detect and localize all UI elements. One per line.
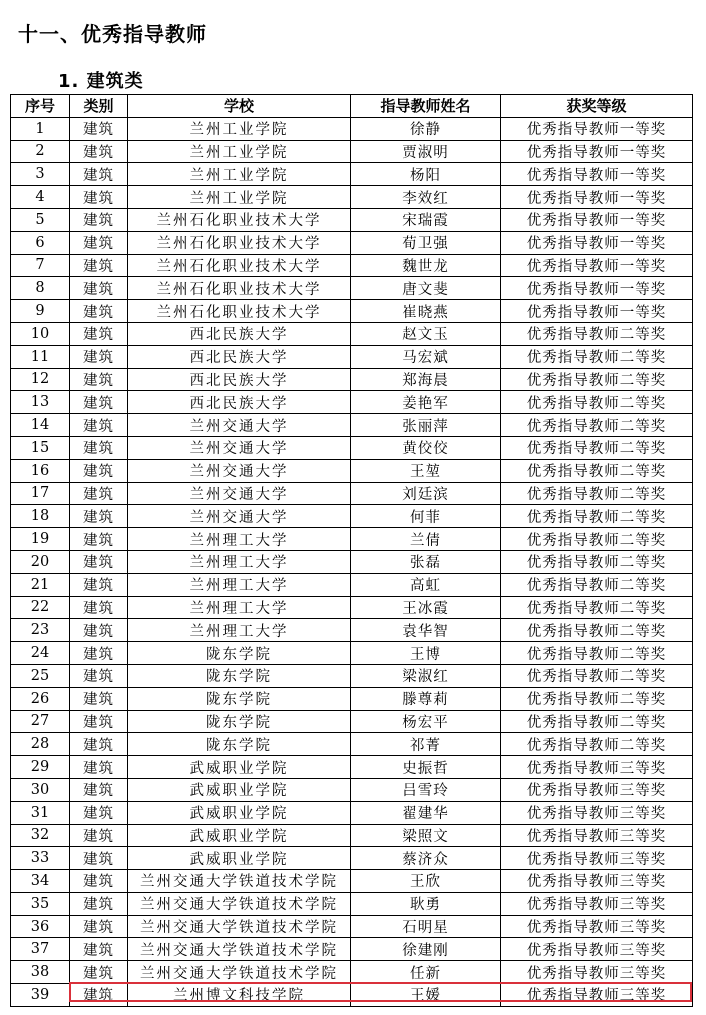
table-row	[11, 414, 693, 437]
cell-award: 优秀指导教师一等奖	[501, 140, 693, 163]
cell-school: 兰州理工大学	[128, 528, 351, 551]
table-row	[11, 482, 693, 505]
cell-school: 兰州理工大学	[128, 596, 351, 619]
cell-award: 优秀指导教师二等奖	[501, 505, 693, 528]
cell-award: 优秀指导教师三等奖	[501, 915, 693, 938]
cell-category: 建筑	[70, 801, 128, 824]
cell-school: 陇东学院	[128, 664, 351, 687]
section-title: 1. 建筑类	[58, 71, 144, 92]
cell-no: 13	[11, 391, 70, 414]
cell-no: 39	[11, 984, 70, 1007]
table-row	[11, 596, 693, 619]
cell-category: 建筑	[70, 664, 128, 687]
cell-award: 优秀指导教师二等奖	[501, 391, 693, 414]
cell-teacher: 耿勇	[351, 892, 501, 915]
cell-award: 优秀指导教师二等奖	[501, 528, 693, 551]
table-row	[11, 140, 693, 163]
cell-teacher: 蔡济众	[351, 847, 501, 870]
cell-school: 兰州交通大学	[128, 459, 351, 482]
cell-award: 优秀指导教师一等奖	[501, 231, 693, 254]
table-row	[11, 505, 693, 528]
cell-award: 优秀指导教师二等奖	[501, 459, 693, 482]
cell-school: 兰州理工大学	[128, 573, 351, 596]
cell-teacher: 张磊	[351, 550, 501, 573]
cell-no: 29	[11, 756, 70, 779]
table-row	[11, 391, 693, 414]
table-row	[11, 778, 693, 801]
cell-no: 27	[11, 710, 70, 733]
cell-category: 建筑	[70, 163, 128, 186]
cell-award: 优秀指导教师一等奖	[501, 163, 693, 186]
cell-teacher: 赵文玉	[351, 322, 501, 345]
cell-school: 兰州石化职业技术大学	[128, 277, 351, 300]
cell-category: 建筑	[70, 436, 128, 459]
cell-award: 优秀指导教师二等奖	[501, 550, 693, 573]
cell-category: 建筑	[70, 642, 128, 665]
table-row	[11, 801, 693, 824]
cell-award: 优秀指导教师一等奖	[501, 277, 693, 300]
cell-school: 陇东学院	[128, 710, 351, 733]
cell-school: 兰州石化职业技术大学	[128, 208, 351, 231]
cell-teacher: 滕尊莉	[351, 687, 501, 710]
cell-award: 优秀指导教师二等奖	[501, 573, 693, 596]
cell-no: 38	[11, 961, 70, 984]
table-row	[11, 254, 693, 277]
cell-school: 西北民族大学	[128, 345, 351, 368]
cell-category: 建筑	[70, 687, 128, 710]
cell-category: 建筑	[70, 459, 128, 482]
cell-category: 建筑	[70, 414, 128, 437]
table-row	[11, 915, 693, 938]
cell-teacher: 崔晓燕	[351, 300, 501, 323]
cell-category: 建筑	[70, 482, 128, 505]
cell-no: 37	[11, 938, 70, 961]
cell-teacher: 刘廷滨	[351, 482, 501, 505]
cell-award: 优秀指导教师三等奖	[501, 824, 693, 847]
cell-award: 优秀指导教师二等奖	[501, 642, 693, 665]
cell-school: 武威职业学院	[128, 801, 351, 824]
table-row	[11, 436, 693, 459]
cell-school: 兰州工业学院	[128, 140, 351, 163]
cell-no: 4	[11, 186, 70, 209]
cell-no: 10	[11, 322, 70, 345]
cell-no: 9	[11, 300, 70, 323]
column-header-teacher: 指导教师姓名	[351, 95, 501, 118]
cell-category: 建筑	[70, 550, 128, 573]
cell-no: 17	[11, 482, 70, 505]
cell-teacher: 任新	[351, 961, 501, 984]
cell-teacher: 翟建华	[351, 801, 501, 824]
cell-award: 优秀指导教师一等奖	[501, 254, 693, 277]
cell-no: 22	[11, 596, 70, 619]
cell-school: 兰州交通大学铁道技术学院	[128, 892, 351, 915]
cell-award: 优秀指导教师二等奖	[501, 482, 693, 505]
cell-school: 武威职业学院	[128, 824, 351, 847]
cell-category: 建筑	[70, 892, 128, 915]
cell-teacher: 郑海晨	[351, 368, 501, 391]
cell-no: 20	[11, 550, 70, 573]
cell-category: 建筑	[70, 778, 128, 801]
cell-teacher: 王媛	[351, 984, 501, 1007]
cell-category: 建筑	[70, 254, 128, 277]
cell-category: 建筑	[70, 391, 128, 414]
table-row	[11, 208, 693, 231]
cell-award: 优秀指导教师一等奖	[501, 208, 693, 231]
cell-award: 优秀指导教师二等奖	[501, 322, 693, 345]
cell-school: 兰州石化职业技术大学	[128, 254, 351, 277]
cell-no: 30	[11, 778, 70, 801]
cell-school: 武威职业学院	[128, 847, 351, 870]
cell-school: 兰州交通大学	[128, 505, 351, 528]
table-row	[11, 642, 693, 665]
cell-teacher: 徐静	[351, 117, 501, 140]
cell-category: 建筑	[70, 596, 128, 619]
cell-award: 优秀指导教师二等奖	[501, 733, 693, 756]
cell-teacher: 唐文斐	[351, 277, 501, 300]
cell-no: 26	[11, 687, 70, 710]
cell-award: 优秀指导教师一等奖	[501, 186, 693, 209]
cell-award: 优秀指导教师二等奖	[501, 664, 693, 687]
cell-teacher: 梁照文	[351, 824, 501, 847]
table-row	[11, 824, 693, 847]
cell-school: 武威职业学院	[128, 756, 351, 779]
cell-no: 21	[11, 573, 70, 596]
cell-school: 陇东学院	[128, 687, 351, 710]
table-row	[11, 368, 693, 391]
cell-award: 优秀指导教师二等奖	[501, 687, 693, 710]
cell-no: 33	[11, 847, 70, 870]
cell-no: 31	[11, 801, 70, 824]
cell-no: 16	[11, 459, 70, 482]
cell-no: 6	[11, 231, 70, 254]
cell-school: 兰州石化职业技术大学	[128, 300, 351, 323]
table-row	[11, 186, 693, 209]
cell-award: 优秀指导教师三等奖	[501, 892, 693, 915]
cell-no: 36	[11, 915, 70, 938]
page-title: 十一、优秀指导教师	[18, 22, 207, 46]
table-row	[11, 550, 693, 573]
cell-teacher: 何菲	[351, 505, 501, 528]
table-row	[11, 573, 693, 596]
cell-school: 兰州交通大学	[128, 414, 351, 437]
cell-school: 兰州交通大学	[128, 436, 351, 459]
cell-teacher: 宋瑞霞	[351, 208, 501, 231]
cell-award: 优秀指导教师三等奖	[501, 961, 693, 984]
cell-no: 18	[11, 505, 70, 528]
cell-no: 12	[11, 368, 70, 391]
cell-teacher: 王冰霞	[351, 596, 501, 619]
cell-teacher: 王欣	[351, 870, 501, 893]
cell-teacher: 荀卫强	[351, 231, 501, 254]
award-table	[10, 94, 693, 1007]
table-row	[11, 847, 693, 870]
table-row	[11, 961, 693, 984]
cell-no: 2	[11, 140, 70, 163]
cell-teacher: 石明星	[351, 915, 501, 938]
cell-school: 兰州工业学院	[128, 163, 351, 186]
cell-category: 建筑	[70, 733, 128, 756]
column-header-no: 序号	[11, 95, 70, 118]
cell-category: 建筑	[70, 847, 128, 870]
table-row	[11, 528, 693, 551]
table-row	[11, 163, 693, 186]
cell-no: 11	[11, 345, 70, 368]
cell-teacher: 袁华智	[351, 619, 501, 642]
cell-award: 优秀指导教师一等奖	[501, 117, 693, 140]
cell-category: 建筑	[70, 619, 128, 642]
cell-school: 武威职业学院	[128, 778, 351, 801]
cell-no: 7	[11, 254, 70, 277]
cell-teacher: 李效红	[351, 186, 501, 209]
cell-no: 23	[11, 619, 70, 642]
cell-category: 建筑	[70, 368, 128, 391]
cell-teacher: 王堃	[351, 459, 501, 482]
table-row	[11, 687, 693, 710]
cell-school: 兰州交通大学铁道技术学院	[128, 915, 351, 938]
cell-category: 建筑	[70, 984, 128, 1007]
table-row	[11, 984, 693, 1007]
table-row	[11, 733, 693, 756]
cell-teacher: 魏世龙	[351, 254, 501, 277]
cell-school: 兰州石化职业技术大学	[128, 231, 351, 254]
table-body	[11, 117, 693, 1006]
cell-teacher: 贾淑明	[351, 140, 501, 163]
cell-award: 优秀指导教师二等奖	[501, 619, 693, 642]
cell-category: 建筑	[70, 573, 128, 596]
cell-category: 建筑	[70, 938, 128, 961]
cell-category: 建筑	[70, 505, 128, 528]
cell-category: 建筑	[70, 231, 128, 254]
cell-category: 建筑	[70, 300, 128, 323]
cell-teacher: 兰倩	[351, 528, 501, 551]
table-row	[11, 870, 693, 893]
cell-no: 3	[11, 163, 70, 186]
table-header-row	[11, 95, 693, 118]
cell-teacher: 姜艳军	[351, 391, 501, 414]
cell-no: 34	[11, 870, 70, 893]
cell-teacher: 高虹	[351, 573, 501, 596]
cell-school: 兰州博文科技学院	[128, 984, 351, 1007]
cell-teacher: 杨宏平	[351, 710, 501, 733]
cell-teacher: 黄佼佼	[351, 436, 501, 459]
table-row	[11, 277, 693, 300]
cell-no: 25	[11, 664, 70, 687]
cell-no: 19	[11, 528, 70, 551]
cell-school: 兰州理工大学	[128, 550, 351, 573]
table-row	[11, 664, 693, 687]
cell-school: 兰州理工大学	[128, 619, 351, 642]
cell-teacher: 杨阳	[351, 163, 501, 186]
cell-teacher: 祁菁	[351, 733, 501, 756]
cell-award: 优秀指导教师三等奖	[501, 938, 693, 961]
cell-category: 建筑	[70, 710, 128, 733]
cell-school: 兰州工业学院	[128, 186, 351, 209]
column-header-category: 类别	[70, 95, 128, 118]
table-row	[11, 938, 693, 961]
cell-no: 5	[11, 208, 70, 231]
cell-teacher: 张丽萍	[351, 414, 501, 437]
cell-school: 兰州交通大学铁道技术学院	[128, 938, 351, 961]
cell-no: 24	[11, 642, 70, 665]
cell-school: 兰州交通大学铁道技术学院	[128, 961, 351, 984]
cell-school: 西北民族大学	[128, 368, 351, 391]
cell-school: 陇东学院	[128, 642, 351, 665]
table-row	[11, 231, 693, 254]
cell-school: 西北民族大学	[128, 391, 351, 414]
cell-no: 28	[11, 733, 70, 756]
cell-award: 优秀指导教师二等奖	[501, 596, 693, 619]
cell-category: 建筑	[70, 208, 128, 231]
table-row	[11, 459, 693, 482]
cell-category: 建筑	[70, 756, 128, 779]
cell-teacher: 吕雪玲	[351, 778, 501, 801]
cell-no: 8	[11, 277, 70, 300]
cell-category: 建筑	[70, 915, 128, 938]
cell-category: 建筑	[70, 870, 128, 893]
table-row	[11, 300, 693, 323]
cell-award: 优秀指导教师二等奖	[501, 345, 693, 368]
table-row	[11, 710, 693, 733]
cell-school: 兰州交通大学	[128, 482, 351, 505]
cell-award: 优秀指导教师三等奖	[501, 984, 693, 1007]
cell-teacher: 徐建刚	[351, 938, 501, 961]
cell-teacher: 梁淑红	[351, 664, 501, 687]
cell-award: 优秀指导教师一等奖	[501, 300, 693, 323]
cell-school: 陇东学院	[128, 733, 351, 756]
cell-no: 32	[11, 824, 70, 847]
cell-award: 优秀指导教师三等奖	[501, 801, 693, 824]
cell-award: 优秀指导教师二等奖	[501, 414, 693, 437]
cell-category: 建筑	[70, 277, 128, 300]
cell-category: 建筑	[70, 528, 128, 551]
cell-teacher: 史振哲	[351, 756, 501, 779]
cell-category: 建筑	[70, 140, 128, 163]
column-header-school: 学校	[128, 95, 351, 118]
cell-award: 优秀指导教师三等奖	[501, 778, 693, 801]
cell-teacher: 马宏斌	[351, 345, 501, 368]
cell-no: 1	[11, 117, 70, 140]
cell-school: 兰州交通大学铁道技术学院	[128, 870, 351, 893]
cell-category: 建筑	[70, 322, 128, 345]
cell-no: 35	[11, 892, 70, 915]
cell-no: 14	[11, 414, 70, 437]
table-row	[11, 892, 693, 915]
cell-category: 建筑	[70, 824, 128, 847]
table-row	[11, 345, 693, 368]
cell-award: 优秀指导教师三等奖	[501, 847, 693, 870]
cell-no: 15	[11, 436, 70, 459]
cell-category: 建筑	[70, 186, 128, 209]
cell-award: 优秀指导教师三等奖	[501, 756, 693, 779]
table-row	[11, 619, 693, 642]
cell-award: 优秀指导教师二等奖	[501, 368, 693, 391]
cell-teacher: 王博	[351, 642, 501, 665]
table-row	[11, 322, 693, 345]
cell-school: 西北民族大学	[128, 322, 351, 345]
cell-category: 建筑	[70, 345, 128, 368]
cell-category: 建筑	[70, 961, 128, 984]
cell-award: 优秀指导教师二等奖	[501, 436, 693, 459]
cell-school: 兰州工业学院	[128, 117, 351, 140]
cell-award: 优秀指导教师三等奖	[501, 870, 693, 893]
cell-award: 优秀指导教师二等奖	[501, 710, 693, 733]
cell-category: 建筑	[70, 117, 128, 140]
table-row	[11, 756, 693, 779]
table-row	[11, 117, 693, 140]
column-header-award: 获奖等级	[501, 95, 693, 118]
